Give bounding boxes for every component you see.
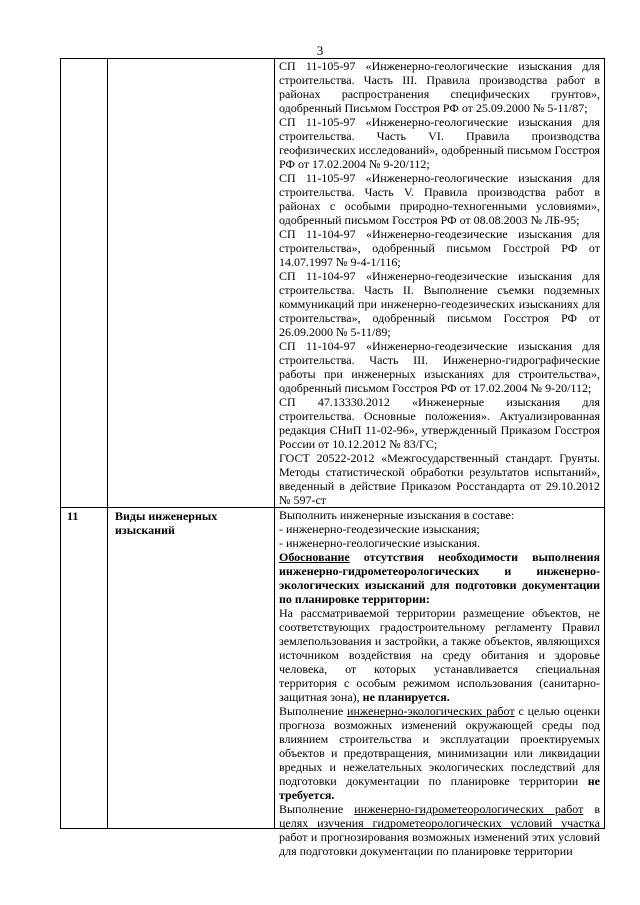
paragraph-term: инженерно-гидрометеорологических работ [354,802,584,816]
norm-reference: СП 11-104-97 «Инженерно-геодезические изыскания для строительства», одобренный письмом Госстрой РФ от 14.07.1997 № 9-4-1/116; [279,227,600,269]
survey-item: - инженерно-геодезические изыскания; [279,522,480,536]
norm-reference: СП 11-105-97 «Инженерно-геологические изыскания для строительства. Часть III. Правила производства работ в районах распространения специфических грунтов», одобренный Письмом Госстроя РФ от 25.09.2000 № 5-11/87; [279,59,600,115]
document-table [60,58,605,858]
survey-item: - инженерно-геологические изыскания. [279,536,481,550]
paragraph-start: Выполнение [279,704,348,718]
norm-reference: СП 11-105-97 «Инженерно-геологические изыскания для строительства. Часть VI. Правила производства геофизических исследований», одобренный письмом Госстроя РФ от 17.02.2004 № 9-20/112; [279,115,600,171]
table-row-continued [61,59,605,508]
paragraph-conclusion: не требуется. [279,774,600,802]
paragraph-placement [279,606,600,704]
row-content-cell [275,508,605,858]
page-number: 3 [316,43,324,58]
paragraph-hydromet [279,802,600,858]
row-number: 11 [67,509,79,523]
row-number-cell [61,508,108,829]
paragraph-ecological [279,704,600,802]
justification-word: Обоснование [279,550,350,564]
paragraph-text: с целью оценки прогноза возможных изменений окружающей среды под влиянием строительства и эксплуатации проектируемых объектов и предотвращения, минимизации или ликвидации вредных и нежелательных экологических последствий для подготовки документации по планировке территории [279,704,600,788]
norm-reference: СП 11-104-97 «Инженерно-геодезические изыскания для строительства. Часть II. Выполнение съемки подземных коммуникаций при инженерно-геодезических изысканиях для строительства», одобренный письмом Госстроя РФ от 26.09.2000 № 5-11/89; [279,269,600,339]
norm-reference: ГОСТ 20522-2012 «Межгосударственный стандарт. Грунты. Методы статистической обработки результатов испытаний», введенный в действие Приказом Росстандарта от 29.10.2012 № 597-ст [279,451,600,507]
justification-heading [279,550,600,606]
row-name: Виды инженерных изысканий [115,509,218,537]
paragraph-text: в целях изучения гидрометеорологических условий участка работ и прогнозирования возможных изменений этих условий для подготовки документации по планировке территории [279,802,600,858]
justification-rest: отсутствия необходимости выполнения инженерно-гидрометеорологических и инженерно-экологических изысканий для подготовки документации по планировке территории: [279,550,600,606]
survey-intro: Выполнить инженерные изыскания в составе: [279,508,515,522]
norm-reference: СП 11-105-97 «Инженерно-геологические изыскания для строительства. Часть V. Правила производства работ в районах с особыми природно-техногенными условиями», одобренный письмом Госстроя РФ от 08.08.2003 № ЛБ-95; [279,171,600,227]
paragraph-text: На рассматриваемой территории размещение объектов, не соответствующих градостроительному регламенту Правил землепользования и застройки, а также объектов, являющихся источником воздействия на среду обитания и здоровье человека, от которых устанавливается специальная территория с особым режимом использования (санитарно-защитная зона), [279,606,600,704]
paragraph-clip [279,802,600,858]
paragraph-start: Выполнение [279,802,355,816]
row-content-cell [275,59,605,508]
row-number-cell [61,59,108,508]
norm-reference: СП 47.13330.2012 «Инженерные изыскания для строительства. Основные положения». Актуализированная редакция СНиП 11-02-96», утвержденный Приказом Госстроя России от 10.12.2012 № 83/ГС; [279,395,600,451]
paragraph-term: инженерно-экологических работ [347,704,515,718]
table-row-11 [61,508,605,829]
paragraph-conclusion: не планируется. [362,690,450,704]
row-name-cell [108,59,275,508]
row-name-cell [108,508,275,829]
norm-reference: СП 11-104-97 «Инженерно-геодезические изыскания для строительства. Часть III. Инженерно-гидрографические работы при инженерных изысканиях для строительства», одобренный письмом Госстроя РФ от 17.02.2004 № 9-20/112; [279,339,600,395]
